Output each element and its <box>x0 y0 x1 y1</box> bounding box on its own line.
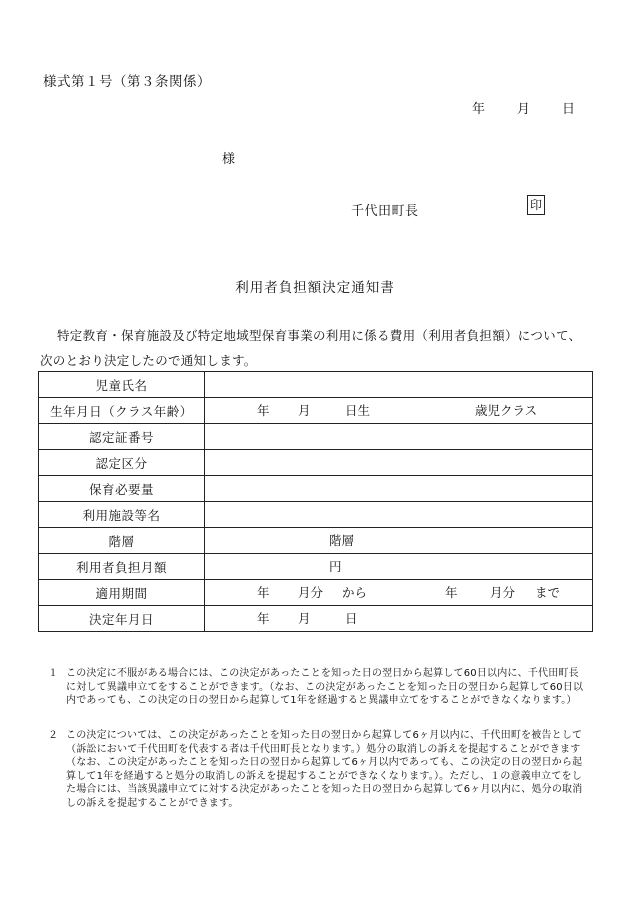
decision-year-label: 年 <box>257 611 270 626</box>
date-year-label: 年 <box>472 102 486 117</box>
table-row <box>39 372 593 398</box>
cert-number-field[interactable] <box>205 424 593 450</box>
birth-day-label: 日生 <box>345 403 371 418</box>
row-label-care-amount: 保育必要量 <box>39 476 205 502</box>
row-label-cert-category: 認定区分 <box>39 450 205 476</box>
facility-name-field[interactable] <box>205 502 593 528</box>
date-day-label: 日 <box>562 102 576 117</box>
period-until-label: まで <box>535 585 561 600</box>
row-label-birthdate: 生年月日（クラス年齢） <box>39 398 205 424</box>
seal-stamp: 印 <box>527 195 545 215</box>
decision-month-label: 月 <box>298 611 311 626</box>
form-number: 様式第１号（第３条関係） <box>43 74 211 90</box>
period-end-month: 月分 <box>490 585 516 600</box>
row-label-decision-date: 決定年月日 <box>39 606 205 632</box>
birthdate-field[interactable] <box>205 398 593 424</box>
date-month-label: 月 <box>517 102 531 117</box>
row-label-monthly-fee: 利用者負担月額 <box>39 554 205 580</box>
intro-text <box>40 323 595 373</box>
document-title: 利用者負担額決定通知書 <box>235 280 395 296</box>
monthly-fee-field[interactable] <box>205 554 593 580</box>
period-field[interactable] <box>205 580 593 606</box>
table-row <box>39 580 593 606</box>
intro-line-2: 次のとおり決定したので通知します。 <box>40 353 257 368</box>
table-row <box>39 528 593 554</box>
note-2 <box>48 729 588 810</box>
row-label-period: 適用期間 <box>39 580 205 606</box>
row-label-tier: 階層 <box>39 528 205 554</box>
table-row <box>39 476 593 502</box>
period-from-label: から <box>342 585 368 600</box>
period-end-year: 年 <box>445 585 458 600</box>
child-name-field[interactable] <box>205 372 593 398</box>
class-age-label: 歳児クラス <box>475 403 538 418</box>
table-row <box>39 424 593 450</box>
row-label-cert-number: 認定証番号 <box>39 424 205 450</box>
row-label-child-name: 児童氏名 <box>39 372 205 398</box>
note-1-number: １ <box>48 668 59 679</box>
period-start-year: 年 <box>257 585 270 600</box>
birth-year-label: 年 <box>257 403 270 418</box>
note-1 <box>48 667 588 708</box>
table-row <box>39 606 593 632</box>
decision-day-label: 日 <box>345 611 358 626</box>
care-amount-field[interactable] <box>205 476 593 502</box>
birth-month-label: 月 <box>298 403 311 418</box>
table-row <box>39 554 593 580</box>
note-2-number: ２ <box>48 730 59 741</box>
tier-unit: 階層 <box>329 533 355 548</box>
yen-unit: 円 <box>329 559 342 574</box>
issuer-name: 千代田町長 <box>351 204 419 219</box>
tier-field[interactable] <box>205 528 593 554</box>
notice-table <box>38 371 593 632</box>
intro-line-1: 特定教育・保育施設及び特定地域型保育事業の利用に係る費用（利用者負担額）について、 <box>57 328 582 343</box>
recipient-suffix: 様 <box>222 152 236 167</box>
note-2-text: この決定については、この決定があったことを知った日の翌日から起算して6ヶ月以内に、千代田町を被告として（訴訟において千代田町を代表する者は千代田町長となります。）処分の取消しの訴えを提起することができます（なお、この決定があったことを知った日の翌日から起算して6ヶ月以内であっても、この決定の日の翌日から起算して1年を経過すると処分の取消しの訴えを提起することができなくなります。）。ただし、１の意義申立てをした場合には、当該異議申立てに対する決定があったことを知った日の翌日から起算して6ヶ月以内に、処分の取消しの訴えを提起することができます。 <box>66 730 583 809</box>
table-row <box>39 398 593 424</box>
cert-category-field[interactable] <box>205 450 593 476</box>
note-1-text: この決定に不服がある場合には、この決定があったことを知った日の翌日から起算して60日以内に、千代田町長に対して異議申立てをすることができます。（なお、この決定があったことを知った日の翌日から起算して60日以内であっても、この決定の日の翌日から起算して1年を経過すると異議申立てをすることができなくなります。） <box>66 668 584 706</box>
table-row <box>39 450 593 476</box>
decision-date-field[interactable] <box>205 606 593 632</box>
row-label-facility-name: 利用施設等名 <box>39 502 205 528</box>
issue-date <box>472 98 575 117</box>
period-start-month: 月分 <box>298 585 324 600</box>
table-row <box>39 502 593 528</box>
